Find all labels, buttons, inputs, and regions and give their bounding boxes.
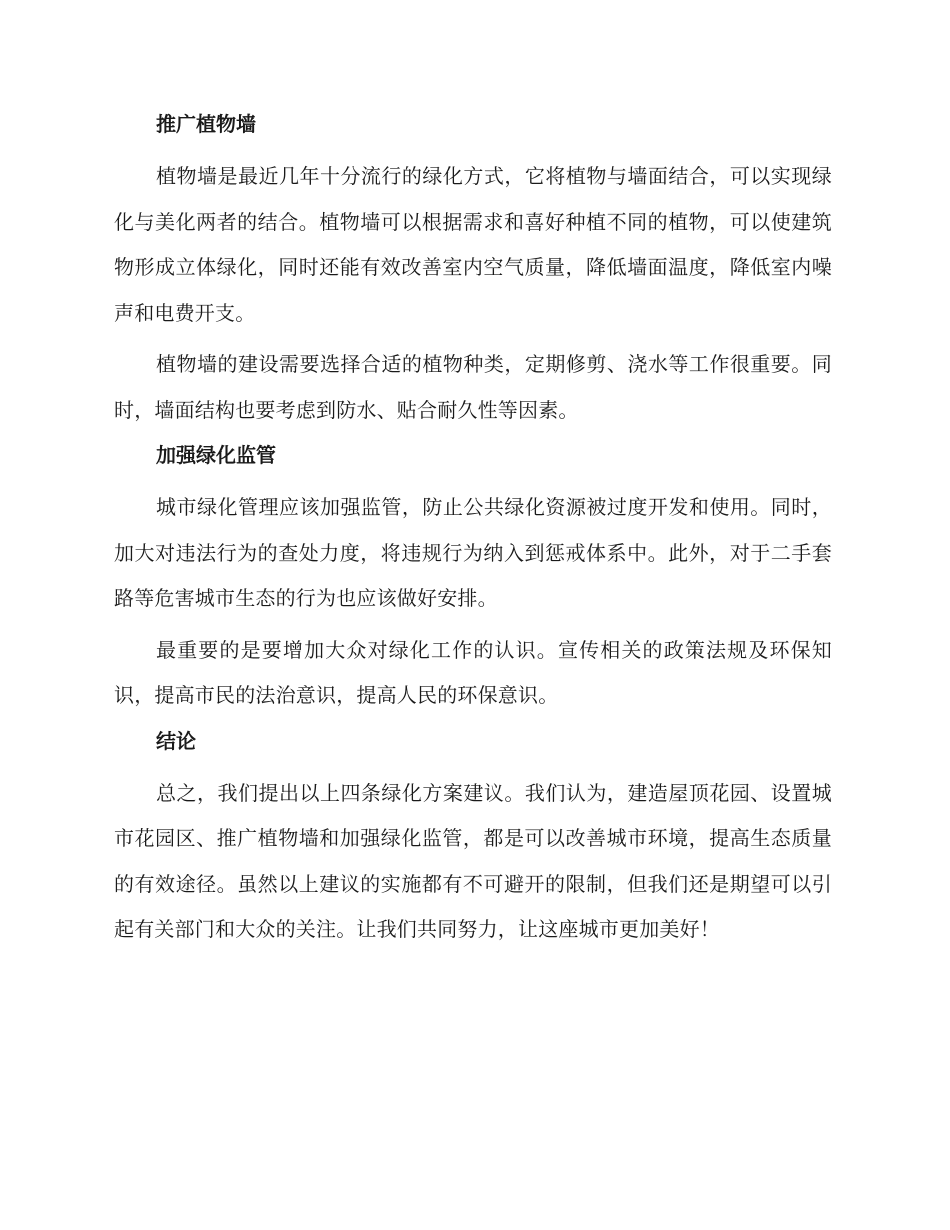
- section-heading: 推广植物墙: [156, 112, 256, 136]
- paragraph: 城市绿化管理应该加强监管，防止公共绿化资源被过度开发和使用。同时，加大对违法行为的查处力度，将违规行为纳入到惩戒体系中。此外，对于二手套路等危害城市生态的行为也应该做好安排。: [114, 495, 832, 610]
- paragraph: 植物墙的建设需要选择合适的植物种类，定期修剪、浇水等工作很重要。同时，墙面结构也要考虑到防水、贴合耐久性等因素。: [114, 352, 832, 422]
- section-heading: 加强绿化监管: [156, 443, 276, 467]
- section-heading: 结论: [156, 728, 196, 753]
- section-greening-supervision: [114, 439, 832, 719]
- document-page: [114, 108, 832, 959]
- paragraph: 总之，我们提出以上四条绿化方案建议。我们认为，建造屋顶花园、设置城市花园区、推广植物墙和加强绿化监管，都是可以改善城市环境，提高生态质量的有效途径。虽然以上建议的实施都有不可避开的限制，但我们还是期望可以引起有关部门和大众的关注。让我们共同努力，让这座城市更加美好！: [114, 780, 832, 941]
- paragraph: 植物墙是最近几年十分流行的绿化方式，它将植物与墙面结合，可以实现绿化与美化两者的结合。植物墙可以根据需求和喜好种植不同的植物，可以使建筑物形成立体绿化，同时还能有效改善室内空气质量，降低墙面温度，降低室内噪声和电费开支。: [114, 164, 832, 325]
- paragraph: 最重要的是要增加大众对绿化工作的认识。宣传相关的政策法规及环保知识，提高市民的法治意识，提高人民的环保意识。: [114, 637, 832, 707]
- section-plant-wall: [114, 108, 832, 433]
- section-conclusion: [114, 725, 832, 953]
